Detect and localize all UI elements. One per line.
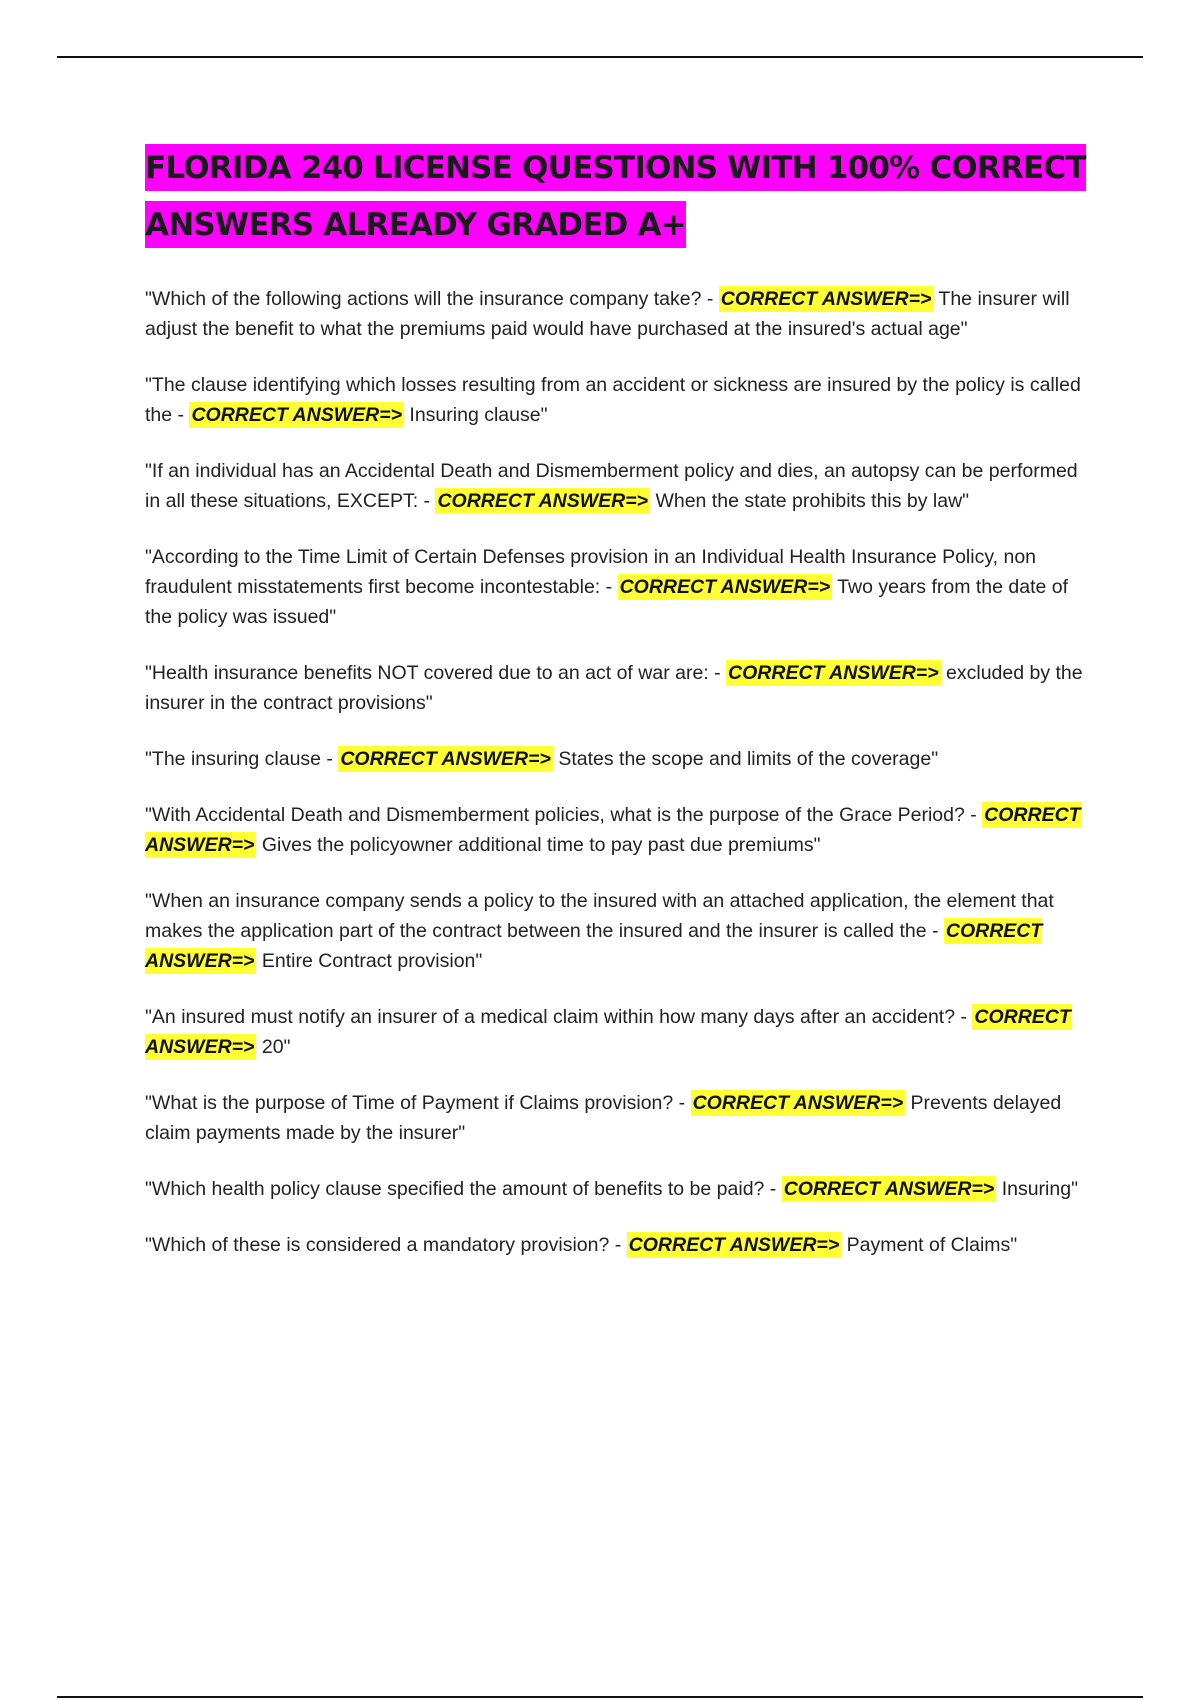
question-text: "If an individual has an Accidental Death and Dismemberment policy and dies, an autopsy can be performed in all these situations, EXCEPT: - bbox=[145, 460, 1078, 512]
correct-answer-label: CORRECT ANSWER=> bbox=[692, 1092, 904, 1114]
correct-answer-label: CORRECT ANSWER=> bbox=[437, 490, 649, 512]
title-highlight: FLORIDA 240 LICENSE QUESTIONS WITH 100% CORRECT ANSWERS ALREADY GRADED A+ bbox=[145, 144, 1086, 248]
qa-item bbox=[145, 284, 1090, 344]
correct-answer-label: CORRECT ANSWER=> bbox=[619, 576, 831, 598]
qa-item bbox=[145, 456, 1090, 516]
answer-text: Insuring clause" bbox=[404, 404, 548, 426]
bottom-rule bbox=[57, 1696, 1143, 1698]
answer-text: Two years from the date of the policy was issued" bbox=[145, 576, 1069, 628]
correct-answer-label: CORRECT ANSWER=> bbox=[145, 920, 1043, 972]
question-text: "Which of these is considered a mandatory provision? - bbox=[145, 1234, 627, 1256]
qa-item bbox=[145, 800, 1090, 860]
question-text: "The insuring clause - bbox=[145, 748, 339, 770]
correct-answer-label: CORRECT ANSWER=> bbox=[720, 288, 932, 310]
answer-text: Payment of Claims" bbox=[841, 1234, 1018, 1256]
top-rule bbox=[57, 56, 1143, 58]
question-text: "Health insurance benefits NOT covered due to an act of war are: - bbox=[145, 662, 727, 684]
question-text: "Which of the following actions will the insurance company take? - bbox=[145, 288, 719, 310]
question-text: "According to the Time Limit of Certain Defenses provision in an Individual Health Insurance Policy, non fraudulent misstatements first become incontestable: - bbox=[145, 546, 1037, 598]
qa-item bbox=[145, 1088, 1090, 1148]
answer-text: Gives the policyowner additional time to pay past due premiums" bbox=[256, 834, 821, 856]
answer-text: Insuring" bbox=[996, 1178, 1078, 1200]
question-text: "An insured must notify an insurer of a medical claim within how many days after an accident? - bbox=[145, 1006, 973, 1028]
qa-item bbox=[145, 886, 1090, 976]
correct-answer-label: CORRECT ANSWER=> bbox=[191, 404, 402, 426]
correct-answer-label: CORRECT ANSWER=> bbox=[340, 748, 551, 770]
qa-item bbox=[145, 370, 1090, 430]
correct-answer-label: CORRECT ANSWER=> bbox=[145, 804, 1081, 856]
qa-item bbox=[145, 658, 1090, 718]
answer-text: 20" bbox=[256, 1036, 291, 1058]
answer-text: excluded by the insurer in the contract provisions" bbox=[145, 662, 1083, 714]
correct-answer-label: CORRECT ANSWER=> bbox=[783, 1178, 995, 1200]
correct-answer-label: CORRECT ANSWER=> bbox=[145, 1006, 1071, 1058]
answer-text: Prevents delayed claim payments made by the insurer" bbox=[145, 1092, 1062, 1144]
qa-item bbox=[145, 1230, 1090, 1260]
correct-answer-label: CORRECT ANSWER=> bbox=[728, 662, 939, 684]
qa-item bbox=[145, 1002, 1090, 1062]
qa-item bbox=[145, 542, 1090, 632]
correct-answer-label: CORRECT ANSWER=> bbox=[628, 1234, 840, 1256]
answer-text: Entire Contract provision" bbox=[256, 950, 483, 972]
question-text: "What is the purpose of Time of Payment if Claims provision? - bbox=[145, 1092, 691, 1114]
question-text: "Which health policy clause specified the amount of benefits to be paid? - bbox=[145, 1178, 782, 1200]
document-body bbox=[145, 140, 1090, 1286]
qa-item bbox=[145, 1174, 1090, 1204]
answer-text: When the state prohibits this by law" bbox=[650, 490, 970, 512]
document-title bbox=[145, 140, 1090, 254]
answer-text: The insurer will adjust the benefit to what the premiums paid would have purchased at the insured's actual age" bbox=[145, 288, 1070, 340]
question-text: "The clause identifying which losses resulting from an accident or sickness are insured by the policy is called the - bbox=[145, 374, 1081, 426]
question-text: "When an insurance company sends a policy to the insured with an attached application, the element that makes the application part of the contract between the insured and the insurer is called the - bbox=[145, 890, 1054, 942]
question-text: "With Accidental Death and Dismemberment policies, what is the purpose of the Grace Period? - bbox=[145, 804, 983, 826]
qa-list bbox=[145, 284, 1090, 1260]
qa-item bbox=[145, 744, 1090, 774]
answer-text: States the scope and limits of the coverage" bbox=[552, 748, 939, 770]
